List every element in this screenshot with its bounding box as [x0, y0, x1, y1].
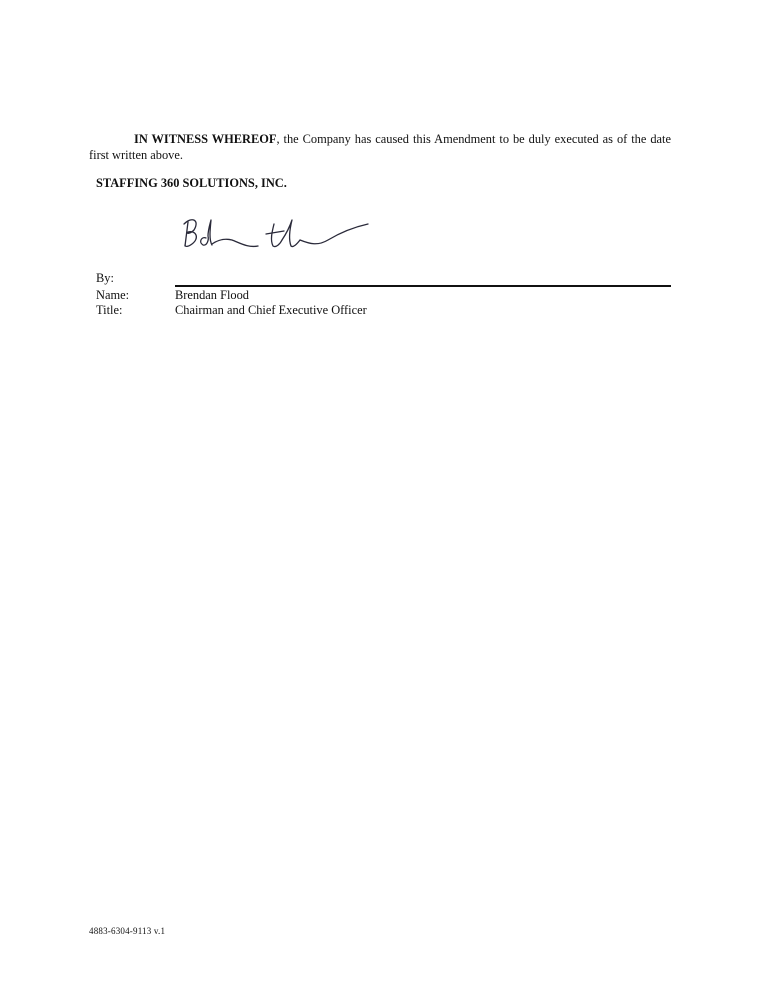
- name-label: Name:: [96, 288, 130, 302]
- witness-lead: IN WITNESS WHEREOF: [134, 132, 277, 146]
- company-name: STAFFING 360 SOLUTIONS, INC.: [96, 176, 287, 190]
- handwritten-signature: [178, 210, 378, 258]
- title-label: Title:: [96, 303, 123, 317]
- title-value: Chairman and Chief Executive Officer: [175, 303, 367, 317]
- document-id: 4883-6304-9113 v.1: [89, 926, 166, 936]
- witness-paragraph: [89, 131, 671, 163]
- witness-text: , the Company has caused this Amendment to be duly executed as of the date first written above.: [89, 132, 671, 162]
- signature-line: [175, 285, 671, 287]
- by-label: By:: [96, 271, 114, 285]
- name-value: Brendan Flood: [175, 288, 249, 302]
